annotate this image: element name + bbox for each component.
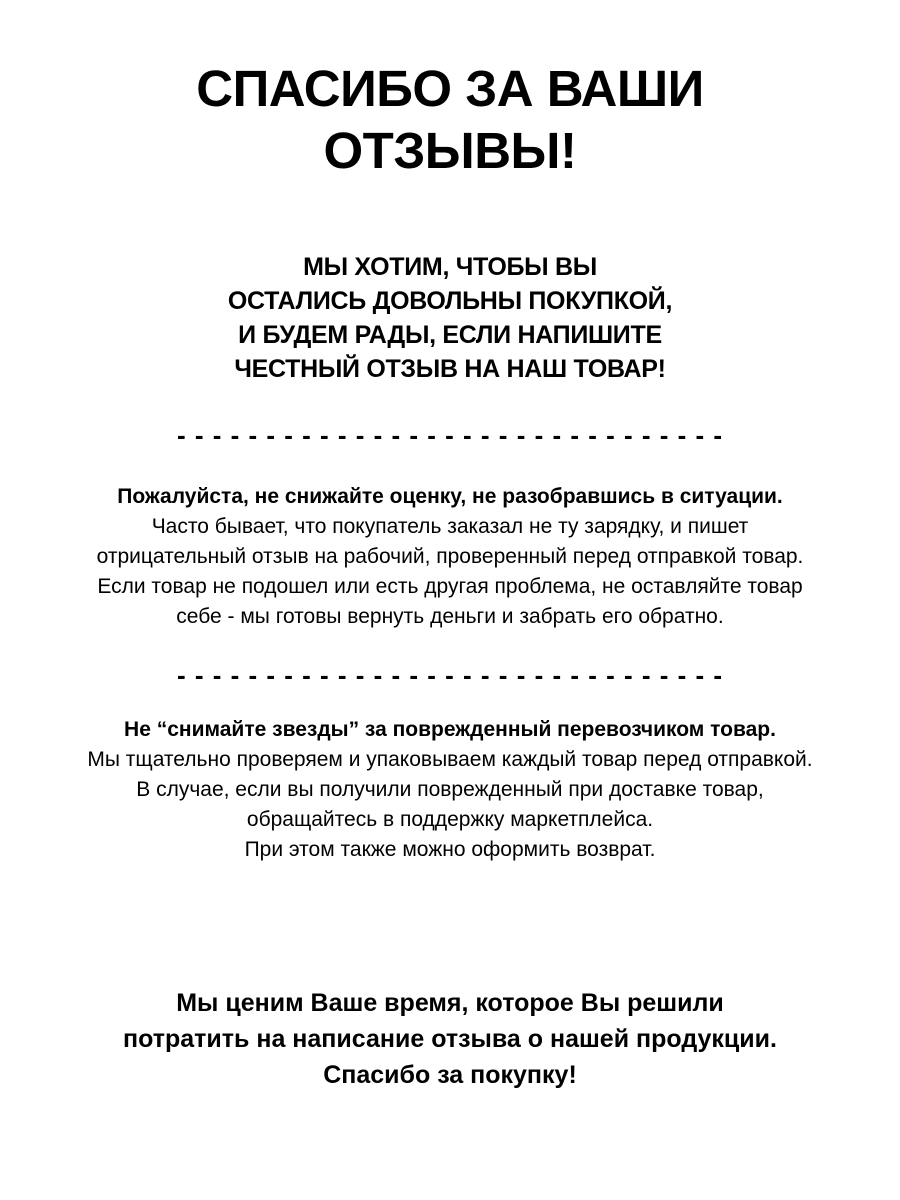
section-heading: Не “снимайте звезды” за поврежденный перевозчиком товар. xyxy=(124,718,776,741)
title-line: ОТЗЫВЫ! xyxy=(323,122,577,179)
section-line: Часто бывает, что покупатель заказал не ту зарядку, и пишет xyxy=(151,515,749,538)
dashed-divider: - - - - - - - - - - - - - - - - - - - - - - - - - - - - - - - xyxy=(176,660,724,690)
section-line: Мы тщательно проверяем и упаковываем каждый товар перед отправкой. xyxy=(87,748,813,771)
closing-line: потратить на написание отзыва о нашей продукции. xyxy=(123,1025,777,1053)
dashed-divider: - - - - - - - - - - - - - - - - - - - - - - - - - - - - - - - xyxy=(176,420,724,450)
section-line: отрицательный отзыв на рабочий, проверенный перед отправкой товар. xyxy=(96,545,804,568)
closing-message xyxy=(0,985,900,1093)
page-title xyxy=(0,58,900,182)
section-line: В случае, если вы получили поврежденный при доставке товар, xyxy=(136,778,764,801)
closing-line: Мы ценим Ваше время, которое Вы решили xyxy=(176,989,724,1017)
subtitle-line: ЧЕСТНЫЙ ОТЗЫВ НА НАШ ТОВАР! xyxy=(234,355,666,383)
title-line: СПАСИБО ЗА ВАШИ xyxy=(196,60,704,117)
subtitle-line: ОСТАЛИСЬ ДОВОЛЬНЫ ПОКУПКОЙ, xyxy=(227,287,673,315)
subtitle-line: И БУДЕМ РАДЫ, ЕСЛИ НАПИШИТЕ xyxy=(238,321,662,349)
section-rating-notice xyxy=(0,482,900,632)
section-line: себе - мы готовы вернуть деньги и забрать его обратно. xyxy=(176,605,724,628)
subtitle-line: МЫ ХОТИМ, ЧТОБЫ ВЫ xyxy=(303,253,597,281)
subtitle xyxy=(0,250,900,386)
section-line: обращайтесь в поддержку маркетплейса. xyxy=(246,808,654,831)
closing-line: Спасибо за покупку! xyxy=(323,1061,577,1089)
section-heading: Пожалуйста, не снижайте оценку, не разобравшись в ситуации. xyxy=(117,485,783,508)
section-damage-notice xyxy=(0,715,900,865)
section-line: Если товар не подошел или есть другая проблема, не оставляйте товар xyxy=(97,575,803,598)
section-line: При этом также можно оформить возврат. xyxy=(244,838,656,861)
